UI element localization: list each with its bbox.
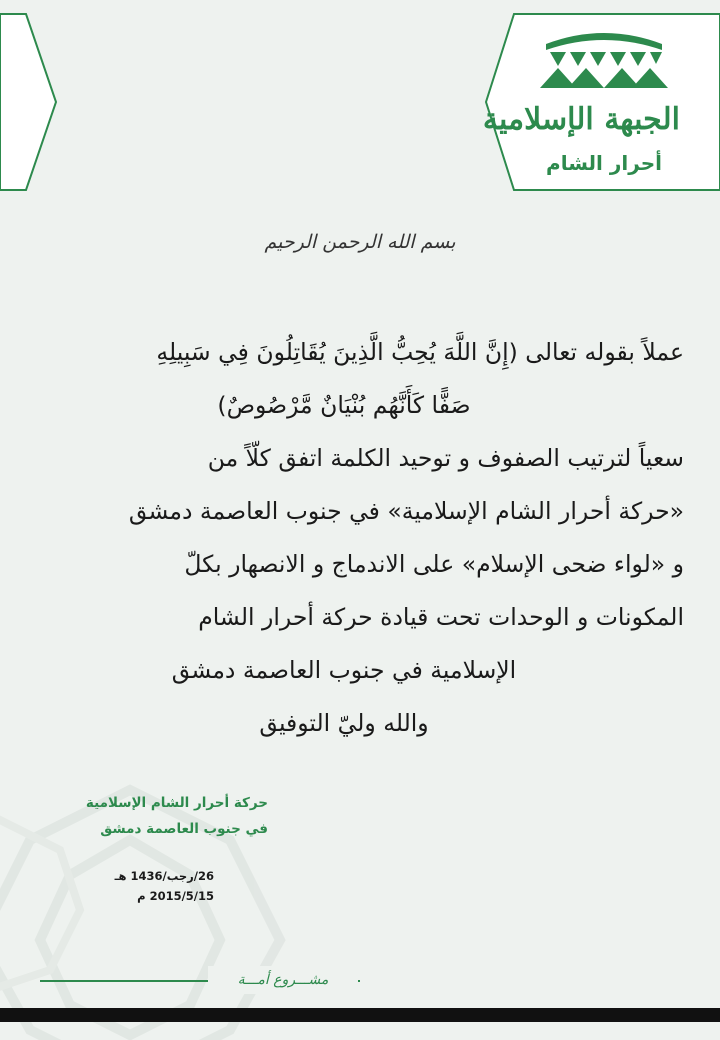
footer	[40, 966, 360, 994]
body-line: و «لواء ضحى الإسلام» على الاندماج و الانصهار بكلّ	[184, 550, 684, 578]
body-line: سعياً لترتيب الصفوف و توحيد الكلمة اتفق كلّاً من	[207, 444, 684, 472]
logo-name: الجبهة الإسلامية	[482, 102, 680, 137]
signature-block	[40, 790, 268, 842]
logo-emblem	[536, 30, 672, 90]
signature-line: حركة أحرار الشام الإسلامية	[85, 795, 268, 811]
bottom-bar	[0, 1008, 720, 1022]
signature-line: في جنوب العاصمة دمشق	[100, 821, 268, 837]
body-line: المكونات و الوحدات تحت قيادة حركة أحرار الشام	[198, 603, 684, 631]
logo-subtitle: أحرار الشام	[546, 151, 662, 175]
logo	[482, 30, 680, 180]
left-banner	[0, 14, 60, 190]
statement-body	[44, 326, 684, 750]
basmala: بسم الله الرحمن الرحيم	[264, 231, 456, 253]
body-line: صَفًّا كَأَنَّهُم بُنْيَانٌ مَّرْصُوصٌ)	[217, 391, 471, 419]
body-line: والله وليّ التوفيق	[259, 709, 429, 737]
body-line: عملاً بقوله تعالى (إِنَّ اللَّهَ يُحِبُّ الَّذِينَ يُقَاتِلُونَ فِي سَبِيلِهِ	[156, 338, 684, 366]
body-line: الإسلامية في جنوب العاصمة دمشق	[171, 656, 517, 684]
gregorian-date: 2015/5/15 م	[137, 889, 214, 903]
date-block	[40, 866, 214, 906]
footer-label: مشـــروع أمـــة	[208, 966, 358, 994]
hijri-date: 26/رجب/1436 هـ	[114, 869, 214, 883]
body-line: «حركة أحرار الشام الإسلامية» في جنوب العاصمة دمشق	[128, 497, 684, 525]
